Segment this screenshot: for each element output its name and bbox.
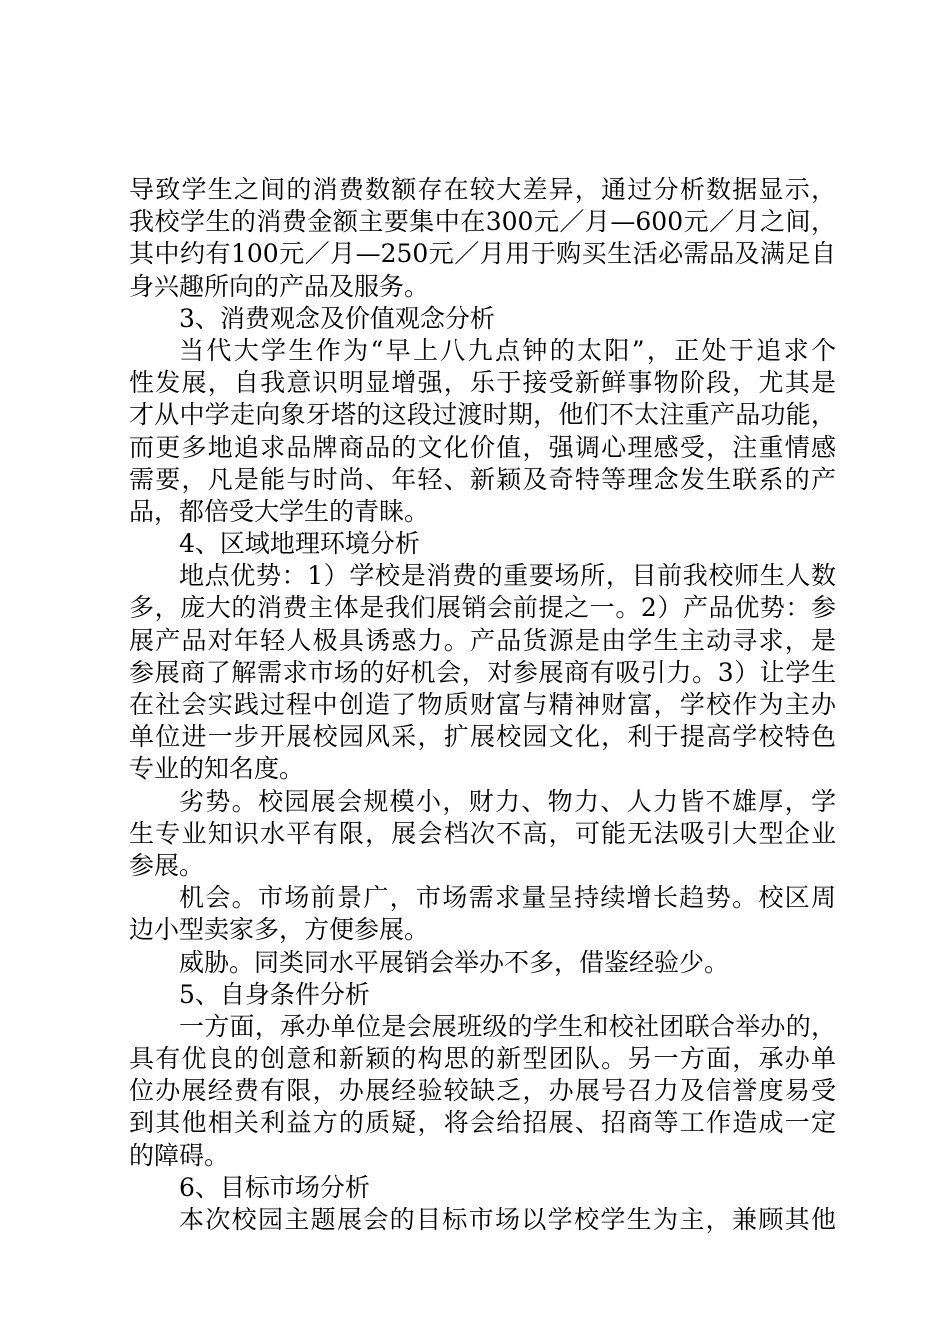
paragraph-line: 多，庞大的消费主体是我们展销会前提之一。2）产品优势：参 [129,593,836,623]
document-page [129,174,836,1236]
paragraph-line: 的障碍。 [129,1140,230,1170]
paragraph-line: 参展。 [129,850,205,880]
paragraph-line: 生专业知识水平有限，展会档次不高，可能无法吸引大型企业 [129,818,836,848]
paragraph-line: 导致学生之间的消费数额存在较大差异，通过分析数据显示， [129,175,836,204]
paragraph-line: 才从中学走向象牙塔的这段过渡时期，他们不太注重产品功能， [129,400,836,430]
paragraph-line: 专业的知名度。 [129,754,305,784]
paragraph [129,1204,836,1236]
paragraph-line: 本次校园主题展会的目标市场以学校学生为主，兼顾其他 [179,1205,836,1234]
paragraph-line: 单位进一步开展校园风采，扩展校园文化，利于提高学校特色 [129,722,836,752]
paragraph-line: 其中约有100元／月—250元／月用于购买生活必需品及满足自 [129,239,836,269]
paragraph [129,335,836,528]
paragraph-line: 展产品对年轻人极具诱惑力。产品货源是由学生主动寻求，是 [129,625,836,655]
paragraph-line: 身兴趣所向的产品及服务。 [129,271,430,301]
paragraph-line: 需要，凡是能与时尚、年轻、新颖及奇特等理念发生联系的产 [129,464,836,494]
paragraph-line: 位办展经费有限，办展经验较缺乏，办展号召力及信誉度易受 [129,1076,836,1106]
paragraph [129,1011,836,1172]
paragraph [129,560,836,785]
paragraph [129,174,836,303]
paragraph-line: 一方面，承办单位是会展班级的学生和校社团联合举办的， [179,1011,836,1041]
paragraph [129,882,836,946]
paragraph-line: 当代大学生作为“早上八九点钟的太阳”，正处于追求个 [179,335,836,365]
paragraph-line: 威胁。同类同水平展销会举办不多，借鉴经验少。 [179,947,730,977]
paragraph-line: 我校学生的消费金额主要集中在300元／月—600元／月之间， [129,207,836,237]
paragraph-line: 地点优势：1）学校是消费的重要场所，目前我校师生人数 [179,561,836,591]
paragraph-line: 机会。市场前景广，市场需求量呈持续增长趋势。校区周 [179,883,836,913]
paragraph-line: 劣势。校园展会规模小，财力、物力、人力皆不雄厚，学 [179,786,836,816]
paragraph-line: 在社会实践过程中创造了物质财富与精神财富，学校作为主办 [129,690,836,719]
paragraph [129,786,836,883]
paragraph-line: 参展商了解需求市场的好机会，对参展商有吸引力。3）让学生 [129,657,836,687]
section-heading: 4、区域地理环境分析 [179,529,420,559]
paragraph-line: 到其他相关利益方的质疑，将会给招展、招商等工作造成一定 [129,1108,836,1138]
paragraph-line: 而更多地追求品牌商品的文化价值，强调心理感受，注重情感 [129,432,836,462]
section-heading: 5、自身条件分析 [179,979,370,1009]
paragraph-line: 品，都倍受大学生的青睐。 [129,496,430,526]
section-heading: 6、目标市场分析 [179,1172,370,1202]
paragraph-line: 性发展，自我意识明显增强，乐于接受新鲜事物阶段，尤其是 [129,368,836,398]
section-heading: 3、消费观念及价值观念分析 [179,303,495,333]
paragraph [129,947,836,979]
paragraph-line: 具有优良的创意和新颖的构思的新型团队。另一方面，承办单 [129,1044,836,1074]
paragraph-line: 边小型卖家多，方便参展。 [129,915,430,945]
